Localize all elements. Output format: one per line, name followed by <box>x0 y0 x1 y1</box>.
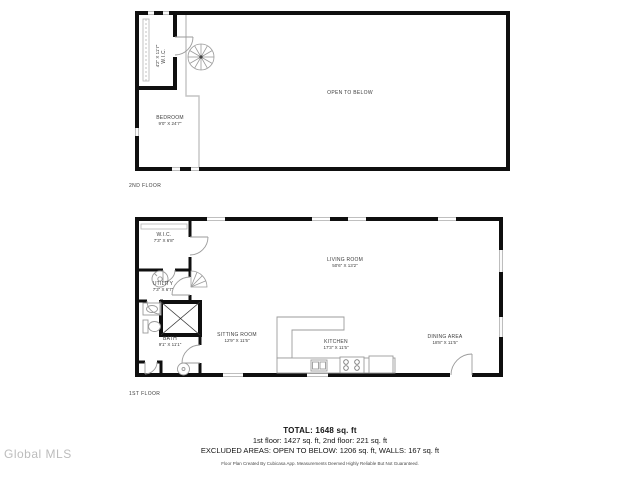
stove-icon <box>340 357 364 373</box>
room-label-dining-area: DINING AREA 18'8" X 11'5" <box>427 334 463 346</box>
room-label-bedroom: BEDROOM 9'0" X 24'7" <box>156 115 184 127</box>
spiral-staircase-icon <box>191 271 207 287</box>
floorplan-1st-floor <box>135 217 505 381</box>
room-label-utility: UTILITY 7'3" X 6'7" <box>152 281 174 293</box>
floor-title-1st: 1ST FLOOR <box>129 391 161 397</box>
room-label-kitchen: KITCHEN 17'3" X 11'5" <box>323 339 349 351</box>
open-to-below-railing <box>186 15 199 167</box>
door-arc-icon <box>450 354 472 378</box>
floor-areas-text: 1st floor: 1427 sq. ft, 2nd floor: 221 sq. ft <box>252 436 388 445</box>
shower-icon <box>161 302 200 335</box>
sink-icon <box>143 303 161 315</box>
toilet-icon <box>143 320 161 333</box>
room-label-wic-2f: 4'2" X 11'7" W.I.C. <box>155 44 167 68</box>
exterior-walls <box>137 13 508 169</box>
exterior-walls <box>137 219 501 375</box>
pedestal-sink-icon <box>178 363 190 375</box>
floorplan-2nd-floor <box>135 11 512 173</box>
excluded-areas-text: EXCLUDED AREAS: OPEN TO BELOW: 1206 sq. ft, WALLS: 167 sq. ft <box>200 446 440 455</box>
global-mls-watermark: Global MLS <box>4 447 72 461</box>
disclaimer-text: Floor Plan Created By Cubicasa App. Measurements Deemed Highly Reliable But Not Guaranteed. <box>221 461 419 466</box>
total-area-text: TOTAL: 1648 sq. ft <box>283 426 357 435</box>
window-markers <box>207 217 503 377</box>
area-summary <box>0 426 640 466</box>
kitchen-sink-icon <box>311 360 327 371</box>
spiral-staircase-icon <box>188 44 214 70</box>
closet-rail <box>143 19 149 81</box>
room-label-living-room: LIVING ROOM 50'6" X 13'2" <box>326 257 364 269</box>
room-label-wic-1f: W.I.C. 7'3" X 6'8" <box>153 232 175 244</box>
closet-rail <box>141 224 187 229</box>
fridge-icon <box>369 356 393 373</box>
room-label-sitting-room: SITTING ROOM 12'9" X 11'5" <box>217 332 257 344</box>
floor-title-2nd: 2ND FLOOR <box>129 183 162 189</box>
open-to-below-label: OPEN TO BELOW <box>327 90 373 96</box>
room-label-bath: BATH 9'1" X 11'1" <box>158 336 182 348</box>
window-markers <box>135 11 199 171</box>
